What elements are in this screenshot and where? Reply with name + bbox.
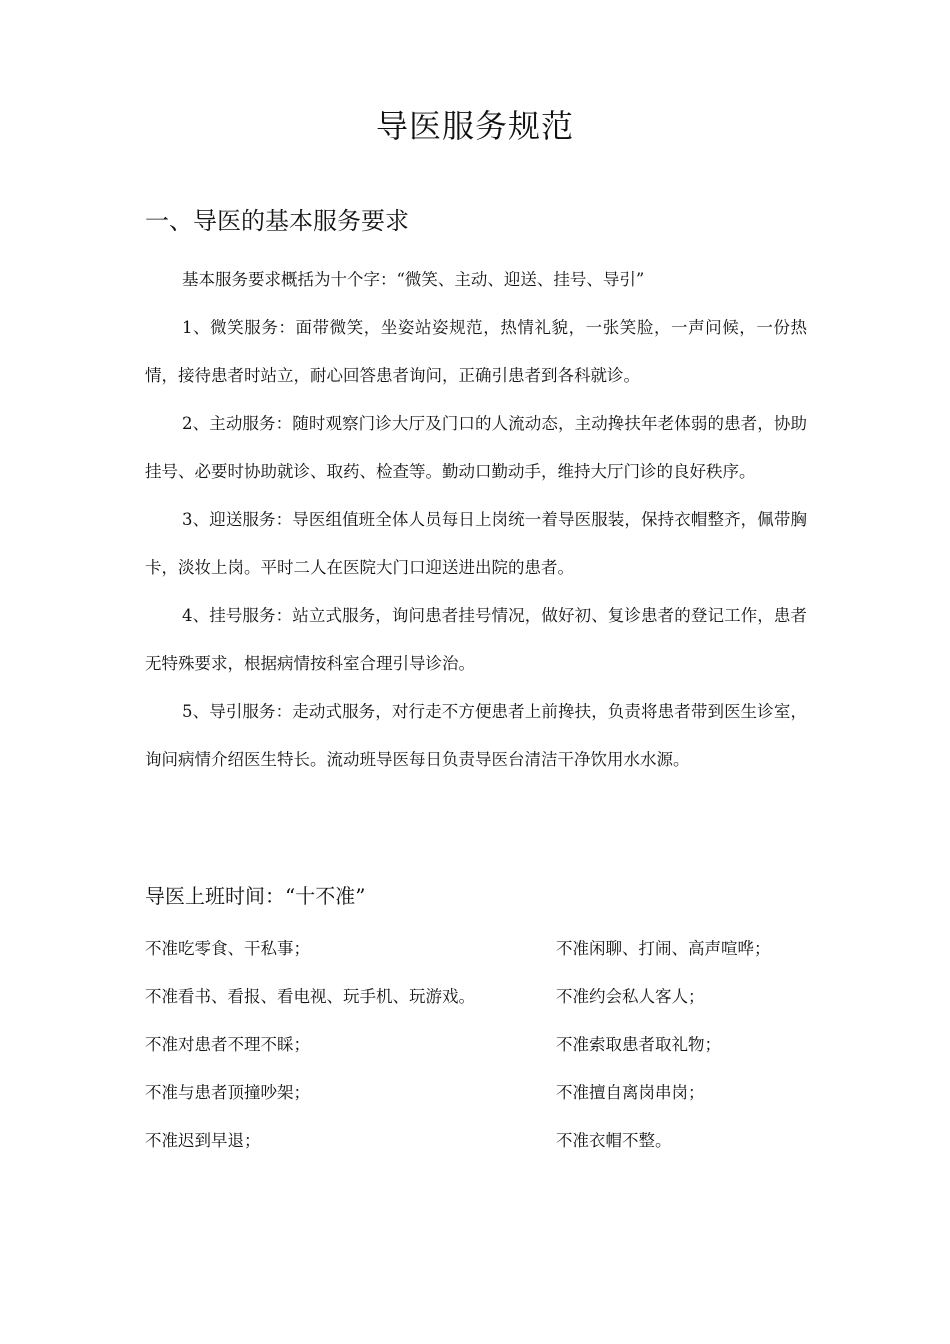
rule-item: 不准擅自离岗串岗； bbox=[556, 1083, 705, 1102]
paragraph-greeting-service: 3、迎送服务：导医组值班全体人员每日上岗统一着导医服装，保持衣帽整齐，佩带胸卡，淡妆上岗。平时二人在医院大门口迎送进出院的患者。 bbox=[145, 510, 807, 577]
rule-item: 不准衣帽不整。 bbox=[556, 1131, 672, 1150]
rule-row bbox=[145, 1117, 825, 1165]
rule-item: 不准索取患者取礼物； bbox=[556, 1035, 721, 1054]
rules-list bbox=[145, 925, 825, 1165]
document-title: 导医服务规范 bbox=[375, 107, 574, 145]
rule-row bbox=[145, 925, 825, 973]
rules-heading: 导医上班时间：“十不准” bbox=[145, 884, 366, 908]
rule-item: 不准迟到早退； bbox=[145, 1131, 261, 1150]
rule-item: 不准看书、看报、看电视、玩手机、玩游戏。 bbox=[145, 987, 475, 1006]
paragraph-intro: 基本服务要求概括为十个字：“微笑、主动、迎送、挂号、导引” bbox=[182, 270, 645, 289]
body-text bbox=[145, 256, 807, 784]
rule-item: 不准吃零食、干私事； bbox=[145, 939, 310, 958]
paragraph-active-service: 2、主动服务：随时观察门诊大厅及门口的人流动态，主动搀扶年老体弱的患者，协助挂号、必要时协助就诊、取药、检查等。勤动口勤动手，维持大厅门诊的良好秩序。 bbox=[145, 414, 807, 481]
rule-item: 不准对患者不理不睬； bbox=[145, 1035, 310, 1054]
rule-row bbox=[145, 1021, 825, 1069]
paragraph-guidance-service: 5、导引服务：走动式服务，对行走不方便患者上前搀扶，负责将患者带到医生诊室，询问病情介绍医生特长。流动班导医每日负责导医台清洁干净饮用水水源。 bbox=[145, 702, 807, 769]
rule-item: 不准约会私人客人； bbox=[556, 987, 705, 1006]
paragraph-smile-service: 1、微笑服务：面带微笑，坐姿站姿规范，热情礼貌，一张笑脸，一声问候，一份热情，接待患者时站立，耐心回答患者询问，正确引患者到各科就诊。 bbox=[145, 318, 807, 385]
rule-item: 不准闲聊、打闹、高声喧哗； bbox=[556, 939, 771, 958]
rule-item: 不准与患者顶撞吵架； bbox=[145, 1083, 310, 1102]
rule-row bbox=[145, 973, 825, 1021]
section-heading: 一、导医的基本服务要求 bbox=[145, 207, 409, 235]
rule-row bbox=[145, 1069, 825, 1117]
paragraph-registration-service: 4、挂号服务：站立式服务，询问患者挂号情况，做好初、复诊患者的登记工作，患者无特殊要求，根据病情按科室合理引导诊治。 bbox=[145, 606, 807, 673]
